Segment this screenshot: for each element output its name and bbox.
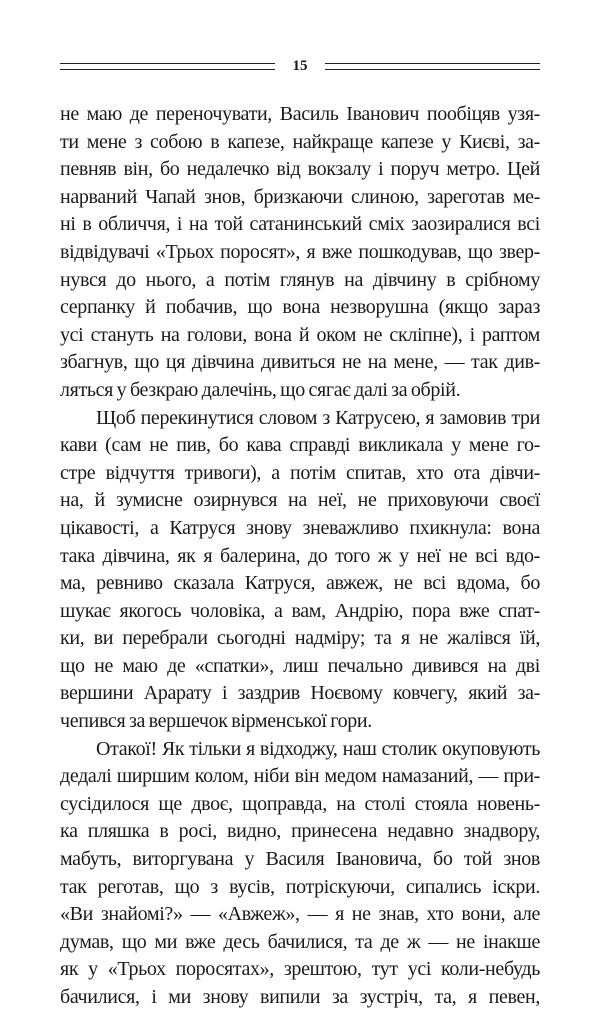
text-line: на, й зумисне озирнувся на неї, не приховуючи своєї — [60, 489, 540, 512]
body-text — [60, 101, 540, 1012]
text-line: дедалі ширшим колом, ніби він медом намазаний, — при- — [60, 765, 540, 788]
text-line: ма, ревниво сказала Катруся, авжеж, не всі вдома, бо — [60, 572, 540, 595]
text-line: цікавості, а Катруся знову зневажливо пхикнула: вона — [60, 516, 540, 539]
text-line: нарваний Чапай знов, бризкаючи слиною, зареготав ме- — [60, 185, 540, 208]
text-line: Щоб перекинутися словом з Катрусею, я замовив три — [96, 406, 540, 429]
paragraph-2 — [60, 405, 540, 736]
text-line: не маю де переночувати, Василь Іванович пообіцяв узя- — [60, 103, 540, 125]
text-line: кави (сам не пив, бо кава справді викликала у мене го- — [60, 434, 540, 457]
text-line: збагнув, що ця дівчина дивиться не на мене, — так див- — [60, 351, 540, 374]
paragraph-1 — [60, 101, 540, 405]
text-line: що не маю де «спатки», лиш печально дивився на дві — [60, 654, 540, 677]
text-line: чепився за вершечок вірменської гори. — [60, 710, 372, 733]
running-header — [60, 57, 540, 77]
text-line: думав, що ми вже десь бачилися, та де ж — не інакше — [60, 930, 540, 953]
text-line: стре відчуття тривоги), а потім спитав, хто ота дівчи- — [60, 461, 540, 484]
text-line: ка пляшка в росі, видно, принесена недавно знадвору, — [60, 820, 540, 843]
text-line: така дівчина, як я балерина, до того ж у неї не всі вдо- — [60, 544, 540, 567]
text-line: ти мене з собою в капезе, найкраще капезе у Києві, за- — [60, 130, 540, 153]
text-line: вершини Арарату і заздрив Ноєвому ковчегу, який за- — [60, 682, 540, 705]
text-line: усі стануть на голови, вона й оком не скліпне), і раптом — [60, 323, 540, 346]
text-line: так реготав, що з вусів, потріскуючи, сипались іскри. — [60, 875, 540, 898]
text-line: певняв він, бо недалечко від вокзалу і поруч метро. Цей — [60, 158, 540, 181]
text-line: мабуть, виторгувана у Василя Івановича, бо той знов — [60, 848, 540, 871]
text-line: «Ви знайомі?» — «Авжеж», — я не знав, хто вони, але — [60, 903, 540, 926]
paragraph-3 — [60, 736, 540, 1012]
text-line: ні в обличчя, і на той сатанинський сміх заозиралися всі — [60, 213, 540, 236]
text-line: бачилися, і ми знову випили за зустріч, та, я певен, — [60, 986, 540, 1008]
text-line: ки, ви перебрали сьогодні надміру; та я не жалівся їй, — [60, 627, 540, 650]
text-line: нувся до нього, а потім глянув на дівчину в срібному — [60, 268, 540, 291]
text-line: шукає якогось чоловіка, а вам, Андрію, пора вже спат- — [60, 599, 540, 622]
text-line: відвідувачі «Трьох поросят», я вже пошкодував, що звер- — [60, 240, 540, 263]
text-line: серпанку й побачив, що вона незворушна (якщо зараз — [60, 296, 540, 319]
page-number: 15 — [292, 58, 308, 74]
text-line: Отакої! Як тільки я відходжу, наш столик окуповують — [96, 737, 540, 760]
text-line: ляться у безкраю далечінь, що сягає далі за обрій. — [60, 378, 461, 401]
text-line: як у «Трьох поросятах», зрештою, тут усі коли-небудь — [60, 958, 540, 981]
text-line: сусідилося ще двоє, щоправда, на столі стояла новень- — [60, 792, 540, 815]
header-rule-right — [325, 63, 540, 70]
